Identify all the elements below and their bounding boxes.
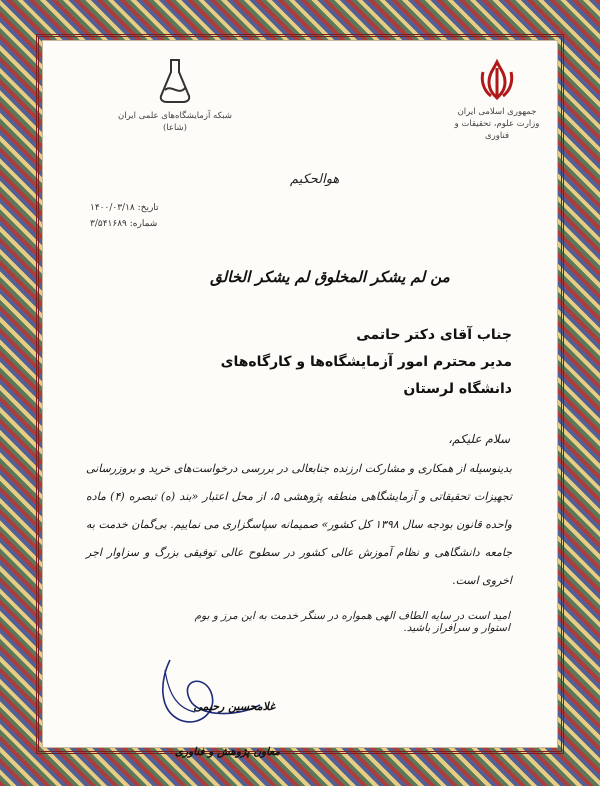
letter-body: بدینوسیله از همکاری و مشارکت ارزنده جنابعالی در بررسی درخواست‌های خرید و بروزرسانی تجهیزات تحقیقاتی و آزمایشگاهی منطقه پژوهشی ۵، از محل اعتبار «بند (ه) تبصره (۴) ماده واحده قانون بودجه سال ۱۳۹۸ کل کشور» صمیمانه سپاسگزاری می نماییم. بی‌گمان خدمت به جامعه دانشگاهی و نظام آموزش عالی کشور در سطوح عالی توفیقی بزرگ و سزاوار اجر اخروی است.	[86, 462, 513, 587]
closing-wish: امید است در سایه الطاف الهی همواره در سنگر خدمت به این مرز و بوم استوار و سرافراز باشید.	[194, 610, 510, 634]
addressee-name: جناب آقای دکتر حاتمی	[356, 327, 512, 343]
opening-invocation: هوالحکیم	[290, 172, 340, 187]
ministry-line2: وزارت علوم، تحقیقات و فناوری	[454, 119, 540, 141]
signatory-name: غلامحسین رحیمی	[193, 700, 275, 713]
iran-emblem-icon	[475, 58, 519, 102]
signatory-title: معاون پژوهش و فناوری	[174, 746, 280, 758]
salutation: سلام علیکم،	[448, 432, 510, 446]
signature-scribble-icon	[140, 650, 280, 740]
date-number-block	[90, 200, 200, 232]
shaa-logo	[115, 56, 235, 134]
ministry-logo	[452, 58, 542, 142]
letter-number: شماره: ۳/۵۴۱۶۸۹	[90, 219, 158, 229]
addressee-position: مدیر محترم امور آزمایشگاه‌ها و کارگاه‌های دانشگاه لرستان	[220, 354, 512, 397]
letter-date: تاریخ: ۱۴۰۰/۰۳/۱۸	[90, 203, 159, 213]
ministry-line1: جمهوری اسلامی ایران	[457, 107, 537, 117]
shaa-caption: شبکه آزمایشگاه‌های علمی ایران (شاعا)	[118, 111, 232, 133]
flask-logo-icon	[155, 56, 195, 106]
addressee-block	[212, 322, 512, 403]
header-verse: من لم یشکر المخلوق لم یشکر الخالق	[210, 268, 450, 286]
